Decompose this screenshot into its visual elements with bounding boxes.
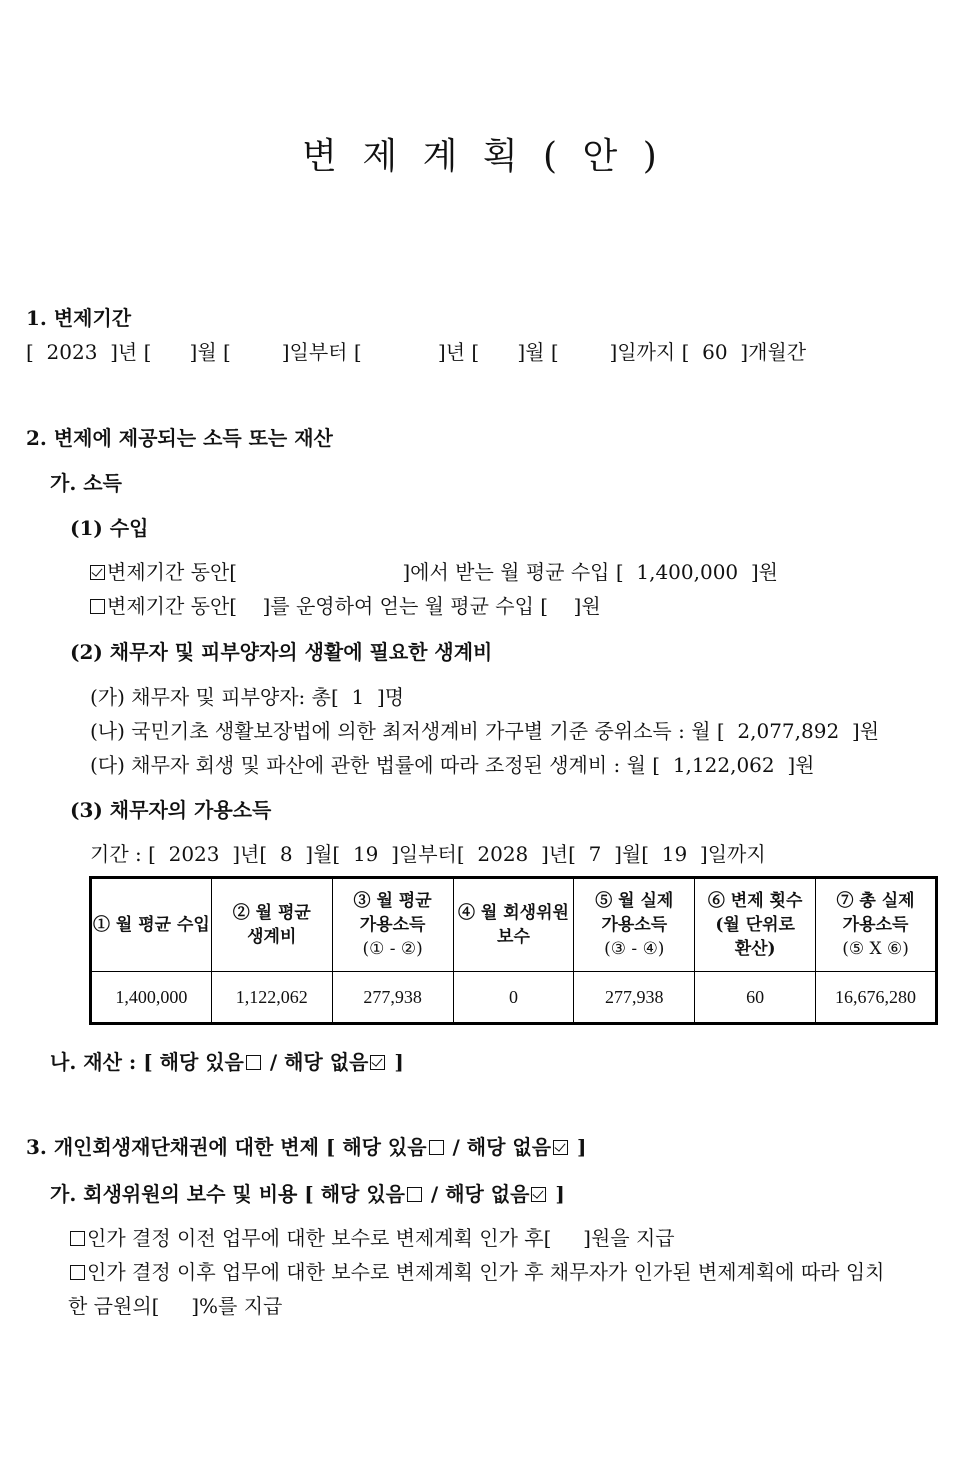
income-option-business bbox=[88, 590, 601, 619]
cell-actual-available: 277,938 bbox=[574, 972, 695, 1024]
unchecked-checkbox-icon[interactable] bbox=[246, 1055, 261, 1070]
dependents-count: (가) 채무자 및 피부양자: 총[ 1 ]명 bbox=[90, 685, 405, 709]
section-3-heading: 3. 개인회생재단채권에 대한 변제 [ 해당 있음 / 해당 없음 ] bbox=[26, 1135, 587, 1159]
table-row bbox=[91, 972, 937, 1024]
section-1-heading: 1. 변제기간 bbox=[26, 306, 132, 330]
unchecked-checkbox-icon[interactable] bbox=[70, 1231, 85, 1246]
checked-checkbox-icon[interactable] bbox=[370, 1055, 385, 1070]
header-repayment-count: ⑥ 변제 횟수 (월 단위로 환산) bbox=[695, 878, 816, 972]
header-available-income: ③ 월 평균 가용소득 (① - ②) bbox=[332, 878, 453, 972]
living-cost-heading: (2) 채무자 및 피부양자의 생활에 필요한 생계비 bbox=[70, 640, 493, 664]
income-option-salary-text: 변제기간 동안[ ]에서 받는 월 평균 수입 [ 1,400,000 ]원 bbox=[107, 560, 778, 584]
fee-item-before-approval: 인가 결정 이전 업무에 대한 보수로 변제계획 인가 후[ ]원을 지급 bbox=[68, 1222, 675, 1251]
available-income-period: 기간 : [ 2023 ]년[ 8 ]월[ 19 ]일부터[ 2028 ]년[ 7 ]월[ 19 ]일까지 bbox=[90, 842, 766, 866]
cell-living-cost: 1,122,062 bbox=[211, 972, 332, 1024]
trustee-fee-heading: 가. 회생위원의 보수 및 비용 [ 해당 있음 / 해당 없음 ] bbox=[50, 1182, 565, 1206]
header-monthly-income: ① 월 평균 수입 bbox=[91, 878, 212, 972]
header-trustee-fee: ④ 월 회생위원 보수 bbox=[453, 878, 574, 972]
header-actual-available: ⑤ 월 실제 가용소득 (③ - ④) bbox=[574, 878, 695, 972]
unchecked-checkbox-icon[interactable] bbox=[407, 1187, 422, 1202]
cell-repayment-count: 60 bbox=[695, 972, 816, 1024]
unchecked-checkbox-icon[interactable] bbox=[429, 1140, 444, 1155]
header-total-available: ⑦ 총 실제 가용소득 (⑤ X ⑥) bbox=[816, 878, 937, 972]
income-option-business-text: 변제기간 동안[ ]를 운영하여 얻는 월 평균 수입 [ ]원 bbox=[107, 594, 601, 618]
checked-checkbox-icon[interactable] bbox=[553, 1140, 568, 1155]
checked-checkbox-icon[interactable] bbox=[90, 565, 105, 580]
adjusted-living-cost-line: (다) 채무자 회생 및 파산에 관한 법률에 따라 조정된 생계비 : 월 [ 1,122,062 ]원 bbox=[90, 753, 815, 777]
fee-item-after-approval-cont: 한 금원의[ ]%를 지급 bbox=[68, 1294, 283, 1318]
income-option-salary bbox=[88, 556, 778, 585]
header-living-cost: ② 월 평균 생계비 bbox=[211, 878, 332, 972]
unchecked-checkbox-icon[interactable] bbox=[90, 599, 105, 614]
unchecked-checkbox-icon[interactable] bbox=[70, 1265, 85, 1280]
available-income-heading: (3) 채무자의 가용소득 bbox=[70, 798, 272, 822]
revenue-heading: (1) 수입 bbox=[70, 516, 149, 540]
cell-available-income: 277,938 bbox=[332, 972, 453, 1024]
cell-total-available: 16,676,280 bbox=[816, 972, 937, 1024]
page-title: 변 제 계 획 ( 안 ) bbox=[302, 136, 664, 177]
property-line: 나. 재산 : [ 해당 있음 / 해당 없음 ] bbox=[50, 1050, 404, 1074]
income-subheading: 가. 소득 bbox=[50, 471, 122, 495]
repayment-period-line: [ 2023 ]년 [ ]월 [ ]일부터 [ ]년 [ ]월 [ ]일까지 [ 60 ]개월간 bbox=[26, 340, 807, 364]
available-income-table bbox=[89, 876, 938, 1025]
median-income-line: (나) 국민기초 생활보장법에 의한 최저생계비 가구별 기준 중위소득 : 월 [ 2,077,892 ]원 bbox=[90, 719, 880, 743]
cell-monthly-income: 1,400,000 bbox=[91, 972, 212, 1024]
table-header-row bbox=[91, 878, 937, 972]
checked-checkbox-icon[interactable] bbox=[531, 1187, 546, 1202]
cell-trustee-fee: 0 bbox=[453, 972, 574, 1024]
section-2-heading: 2. 변제에 제공되는 소득 또는 재산 bbox=[26, 426, 333, 450]
fee-item-after-approval: 인가 결정 이후 업무에 대한 보수로 변제계획 인가 후 채무자가 인가된 변제계획에 따라 임치 bbox=[68, 1256, 885, 1285]
